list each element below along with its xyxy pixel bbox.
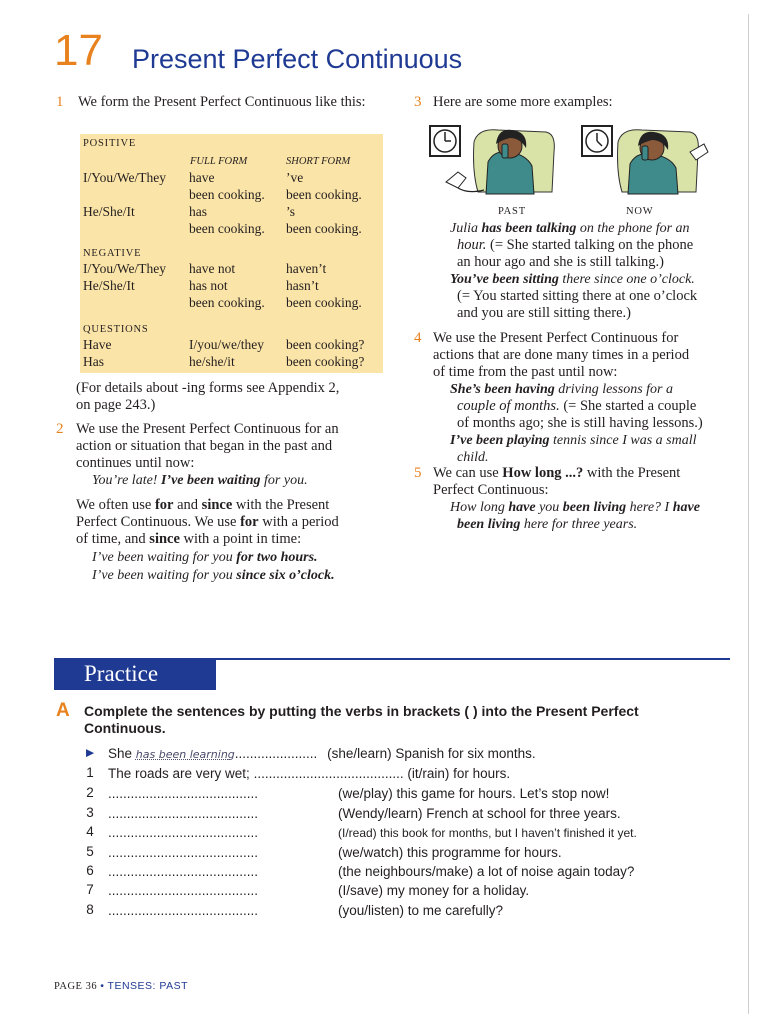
- section-3-number: 3: [414, 94, 422, 110]
- para-text: with the Present: [235, 497, 330, 513]
- section-3-example: [450, 220, 690, 237]
- keyword-since: since: [149, 531, 180, 547]
- section-2-para2-line3: [76, 531, 301, 548]
- table-cell: been cooking.: [286, 187, 362, 202]
- section-2-line: We use the Present Perfect Continuous for an: [76, 421, 339, 437]
- section-4-example: child.: [457, 450, 489, 465]
- exercise-instruction: Complete the sentences by putting the verbs in brackets ( ) into the Present Perfect Continuous.: [84, 703, 639, 736]
- table-cell: I/You/We/They: [83, 261, 167, 276]
- example-bold: for two hours.: [236, 550, 318, 565]
- sentence-text: The roads are very wet;: [108, 766, 250, 781]
- example-text: I’ve been waiting for you: [92, 568, 233, 583]
- table-cell: He/She/It: [83, 204, 135, 219]
- section-5-example: [450, 499, 700, 516]
- section-3-line: and you are still sitting there.): [457, 305, 631, 321]
- keyword-for: for: [154, 497, 174, 513]
- example-bold: been living: [562, 500, 627, 515]
- form-table: [80, 134, 383, 373]
- item-number: 7: [86, 882, 94, 897]
- section-4-line: [457, 398, 696, 415]
- example-bold: have: [672, 500, 700, 515]
- item-number: 5: [86, 844, 94, 859]
- example-text: couple of months.: [457, 398, 560, 414]
- section-4-example: [450, 381, 673, 398]
- page-number: PAGE 36: [54, 981, 98, 992]
- para-text: We can use: [433, 465, 503, 481]
- sentence-text: (you/listen) to me carefully?: [338, 903, 504, 918]
- section-3-line: [457, 237, 693, 254]
- section-5-number: 5: [414, 465, 422, 481]
- section-5-line: Perfect Continuous:: [433, 482, 549, 498]
- negative-label: NEGATIVE: [83, 248, 142, 259]
- para-text: with the Present: [583, 465, 681, 481]
- table-cell: have not: [189, 261, 236, 276]
- section-1-intro: We form the Present Perfect Continuous like this:: [78, 94, 366, 110]
- table-cell: been cooking.: [189, 187, 265, 202]
- keyword-since: since: [201, 497, 233, 513]
- practice-title: Practice: [84, 661, 159, 686]
- example-text: here? I: [626, 500, 673, 515]
- table-cell: been cooking.: [189, 221, 265, 236]
- footer-section: TENSES: PAST: [107, 980, 189, 992]
- table-cell: has: [189, 204, 207, 219]
- answer-blank[interactable]: ........................................: [108, 903, 259, 918]
- para-text: (= She started talking on the phone: [486, 237, 694, 253]
- section-2-example-for: [92, 549, 318, 566]
- caption-past: PAST: [498, 206, 526, 217]
- section-5-line: [433, 465, 680, 482]
- section-3-example: [450, 271, 695, 288]
- section-2-para2: [76, 497, 329, 514]
- table-cell: been cooking.: [286, 221, 362, 236]
- para-text: Perfect Continuous. We use: [76, 514, 237, 530]
- table-cell: ’ve: [286, 170, 304, 185]
- table-cell: been cooking.: [189, 295, 265, 310]
- answer-blank[interactable]: ........................................: [108, 786, 259, 801]
- exercise-item: [108, 765, 510, 782]
- section-2-line: action or situation that began in the past and: [76, 438, 333, 454]
- example-bold: You’ve been sitting: [450, 272, 559, 287]
- example-text: Julia: [450, 221, 482, 236]
- section-4-number: 4: [414, 330, 422, 346]
- answer-blank[interactable]: ........................................: [108, 825, 259, 840]
- answer-blank[interactable]: ........................................: [253, 766, 404, 781]
- table-cell: he/she/it: [189, 354, 235, 369]
- para-text: with a period: [262, 514, 339, 530]
- example-bold: I’ve been playing: [450, 433, 550, 448]
- answer-dots: ......................: [234, 746, 318, 761]
- section-2-number: 2: [56, 421, 64, 437]
- sentence-text: (I/read) this book for months, but I haven’t finished it yet.: [338, 826, 637, 840]
- item-number: 8: [86, 902, 94, 917]
- para-text: (= She started a couple: [559, 398, 697, 414]
- item-number: 2: [86, 785, 94, 800]
- handwritten-answer: has been learning: [135, 748, 235, 761]
- example-text: here for three years.: [520, 517, 638, 532]
- section-2-example: [92, 472, 308, 489]
- table-cell: has not: [189, 278, 228, 293]
- answer-blank[interactable]: ........................................: [108, 883, 259, 898]
- table-cell: been cooking.: [286, 295, 362, 310]
- table-cell: I/You/We/They: [83, 170, 167, 185]
- item-number: 4: [86, 824, 94, 839]
- section-4-line: We use the Present Perfect Continuous for: [433, 330, 679, 346]
- example-bold: I’ve been waiting: [160, 473, 261, 488]
- section-3-line: (= You started sitting there at one o’clock: [457, 288, 698, 304]
- section-5-example: [457, 516, 637, 533]
- keyword-how-long: How long ...?: [502, 465, 584, 481]
- table-cell: haven’t: [286, 261, 327, 276]
- table-cell: been cooking?: [286, 337, 365, 352]
- short-form-label: SHORT FORM: [286, 156, 351, 167]
- example-bold: She’s been having: [450, 382, 555, 397]
- table-cell: hasn’t: [286, 278, 319, 293]
- example-text: You’re late!: [92, 473, 158, 488]
- example-text: on the phone for an: [576, 221, 690, 236]
- exercise-letter: A: [56, 700, 70, 721]
- example-text: you: [535, 500, 563, 515]
- table-cell: Has: [83, 354, 104, 369]
- positive-label: POSITIVE: [83, 138, 137, 149]
- item-number: 6: [86, 863, 94, 878]
- example-text: How long: [450, 500, 509, 515]
- para-text: of time, and: [76, 531, 146, 547]
- answer-blank[interactable]: ........................................: [108, 806, 259, 821]
- example-bold: been living: [457, 517, 521, 532]
- section-4-example: [450, 432, 697, 449]
- example-bold: have: [508, 500, 536, 515]
- section-2-example-since: [92, 567, 335, 584]
- section-4-line: of months ago; she is still having lessons.): [457, 415, 703, 431]
- example-bold: has been talking: [481, 221, 577, 236]
- sentence-text: (it/rain) for hours.: [407, 766, 511, 781]
- section-3-intro: Here are some more examples:: [433, 94, 613, 110]
- sentence-text: She: [108, 746, 133, 761]
- table-cell: ’s: [286, 204, 296, 219]
- appendix-note-1: (For details about -ing forms see Appendix 2,: [76, 380, 340, 396]
- example-text: tennis since I was a small: [549, 433, 697, 448]
- table-cell: I/you/we/they: [189, 337, 264, 352]
- example-text: I’ve been waiting for you: [92, 550, 233, 565]
- illustration-past: [428, 122, 568, 206]
- table-cell: been cooking?: [286, 354, 365, 369]
- example-text: for you.: [264, 473, 308, 488]
- sentence-text: (Wendy/learn) French at school for three years.: [338, 806, 621, 821]
- questions-label: QUESTIONS: [83, 324, 149, 335]
- page-title: Present Perfect Continuous: [132, 44, 463, 74]
- example-text: hour.: [457, 237, 487, 253]
- table-cell: have: [189, 170, 215, 185]
- page-footer: [54, 980, 188, 992]
- para-text: with a point in time:: [183, 531, 302, 547]
- example-text: driving lessons for a: [554, 382, 673, 397]
- example-sentence: [108, 745, 536, 763]
- appendix-note-2: on page 243.): [76, 397, 156, 413]
- item-number: 1: [86, 765, 94, 780]
- para-text: We often use: [76, 497, 152, 513]
- section-2-para2-line2: [76, 514, 339, 531]
- table-cell: He/She/It: [83, 278, 135, 293]
- full-form-label: FULL FORM: [190, 156, 248, 167]
- section-4-line: actions that are done many times in a period: [433, 347, 690, 363]
- sentence-text: (we/play) this game for hours. Let’s stop now!: [338, 786, 610, 801]
- sentence-text: (the neighbours/make) a lot of noise again today?: [338, 864, 635, 879]
- keyword-for: for: [240, 514, 259, 530]
- example-arrow-icon: ►: [83, 745, 97, 760]
- page-edge: [748, 14, 749, 1014]
- section-1-number: 1: [56, 94, 64, 110]
- illustration-now: [580, 122, 720, 206]
- caption-now: NOW: [626, 206, 654, 217]
- sentence-text: (she/learn) Spanish for six months.: [327, 746, 536, 761]
- section-3-line: an hour ago and she is still talking.): [457, 254, 664, 270]
- answer-blank[interactable]: ........................................: [108, 864, 259, 879]
- footer-bullet: •: [100, 980, 105, 992]
- section-2-line: continues until now:: [76, 455, 195, 471]
- example-text: there since one o’clock.: [558, 272, 695, 287]
- example-bold: since six o’clock.: [236, 568, 335, 583]
- sentence-text: (I/save) my money for a holiday.: [338, 883, 530, 898]
- item-number: 3: [86, 805, 94, 820]
- section-4-line: of time from the past until now:: [433, 364, 618, 380]
- practice-rule: [216, 658, 730, 660]
- para-text: and: [177, 497, 199, 513]
- table-cell: Have: [83, 337, 112, 352]
- answer-blank[interactable]: ........................................: [108, 845, 259, 860]
- unit-number: 17: [54, 26, 103, 75]
- sentence-text: (we/watch) this programme for hours.: [338, 845, 562, 860]
